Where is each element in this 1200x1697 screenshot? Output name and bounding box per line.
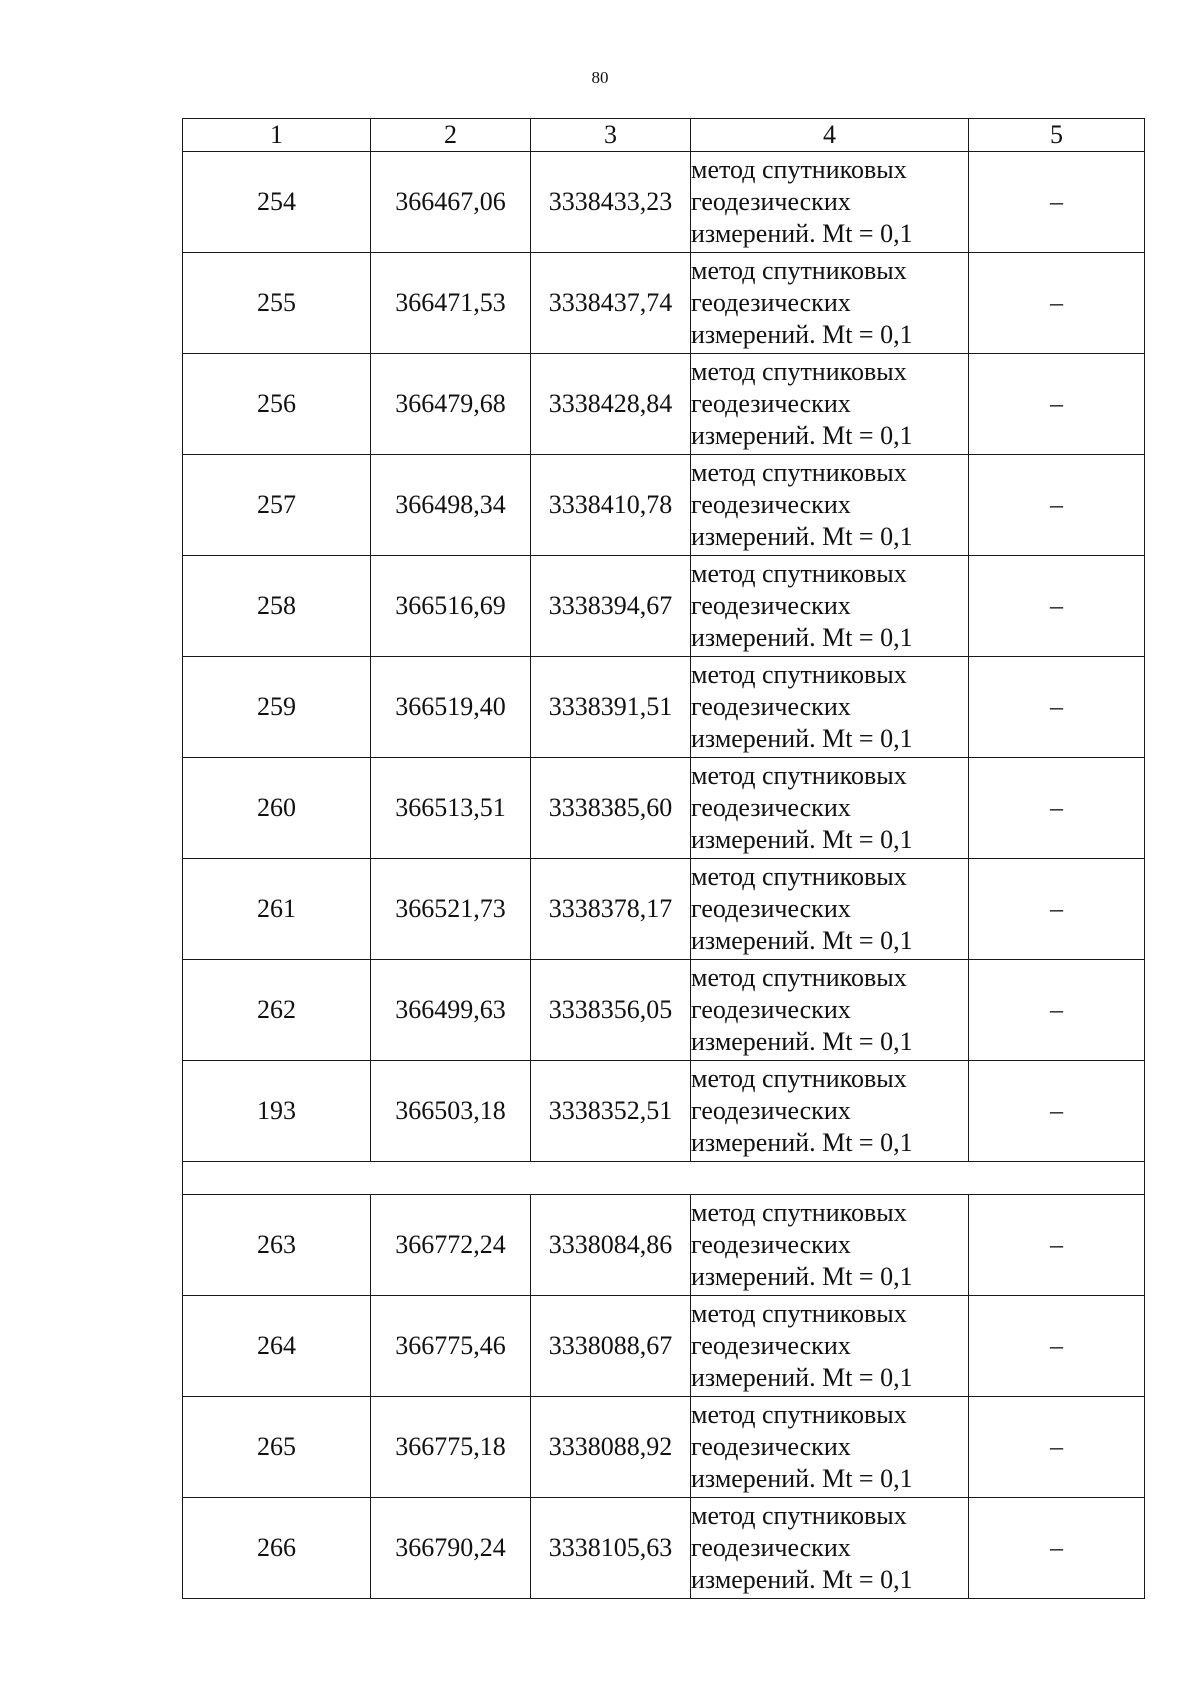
method-line: измерений. Mt = 0,1	[691, 623, 913, 652]
method-cell	[691, 253, 969, 354]
method-line: геодезических	[691, 288, 851, 317]
table-row	[183, 556, 1145, 657]
method-cell	[691, 960, 969, 1061]
method-line: метод спутниковых	[691, 1501, 907, 1530]
note-cell: –	[969, 152, 1145, 253]
method-cell	[691, 556, 969, 657]
method-line: метод спутниковых	[691, 256, 907, 285]
y-coordinate-cell: 3338410,78	[531, 455, 691, 556]
method-line: геодезических	[691, 490, 851, 519]
method-line: геодезических	[691, 591, 851, 620]
point-number-cell: 254	[183, 152, 371, 253]
table-body	[183, 119, 1145, 1599]
method-cell	[691, 1498, 969, 1599]
table-row	[183, 859, 1145, 960]
x-coordinate-cell: 366790,24	[371, 1498, 531, 1599]
note-cell: –	[969, 859, 1145, 960]
x-coordinate-cell: 366513,51	[371, 758, 531, 859]
method-line: геодезических	[691, 1096, 851, 1125]
point-number-cell: 262	[183, 960, 371, 1061]
table-row	[183, 1195, 1145, 1296]
method-line: измерений. Mt = 0,1	[691, 1363, 913, 1392]
x-coordinate-cell: 366516,69	[371, 556, 531, 657]
method-cell	[691, 758, 969, 859]
note-cell: –	[969, 1498, 1145, 1599]
method-line: геодезических	[691, 1432, 851, 1461]
method-cell	[691, 1397, 969, 1498]
method-cell	[691, 859, 969, 960]
column-header: 2	[371, 119, 531, 152]
method-line: метод спутниковых	[691, 660, 907, 689]
note-cell: –	[969, 1296, 1145, 1397]
method-line: метод спутниковых	[691, 1299, 907, 1328]
method-line: метод спутниковых	[691, 155, 907, 184]
method-line: метод спутниковых	[691, 963, 907, 992]
method-line: измерений. Mt = 0,1	[691, 522, 913, 551]
method-line: метод спутниковых	[691, 1400, 907, 1429]
method-line: геодезических	[691, 1533, 851, 1562]
method-line: измерений. Mt = 0,1	[691, 1464, 913, 1493]
point-number-cell: 259	[183, 657, 371, 758]
note-cell: –	[969, 657, 1145, 758]
point-number-cell: 261	[183, 859, 371, 960]
note-cell: –	[969, 253, 1145, 354]
method-line: геодезических	[691, 187, 851, 216]
point-number-cell: 266	[183, 1498, 371, 1599]
column-header: 5	[969, 119, 1145, 152]
x-coordinate-cell: 366503,18	[371, 1061, 531, 1162]
method-line: метод спутниковых	[691, 357, 907, 386]
table-row	[183, 1397, 1145, 1498]
note-cell: –	[969, 354, 1145, 455]
point-number-cell: 264	[183, 1296, 371, 1397]
method-line: геодезических	[691, 692, 851, 721]
note-cell: –	[969, 960, 1145, 1061]
column-header: 1	[183, 119, 371, 152]
y-coordinate-cell: 3338391,51	[531, 657, 691, 758]
method-cell	[691, 455, 969, 556]
method-line: измерений. Mt = 0,1	[691, 724, 913, 753]
note-cell: –	[969, 1397, 1145, 1498]
method-line: метод спутниковых	[691, 1198, 907, 1227]
x-coordinate-cell: 366498,34	[371, 455, 531, 556]
method-line: измерений. Mt = 0,1	[691, 825, 913, 854]
y-coordinate-cell: 3338352,51	[531, 1061, 691, 1162]
x-coordinate-cell: 366772,24	[371, 1195, 531, 1296]
method-line: геодезических	[691, 389, 851, 418]
point-number-cell: 263	[183, 1195, 371, 1296]
group-separator-row	[183, 1162, 1145, 1195]
table-row	[183, 1498, 1145, 1599]
method-line: измерений. Mt = 0,1	[691, 1565, 913, 1594]
y-coordinate-cell: 3338378,17	[531, 859, 691, 960]
note-cell: –	[969, 455, 1145, 556]
note-cell: –	[969, 1061, 1145, 1162]
note-cell: –	[969, 758, 1145, 859]
group-separator-cell	[183, 1162, 1145, 1195]
method-line: измерений. Mt = 0,1	[691, 421, 913, 450]
table-row	[183, 354, 1145, 455]
y-coordinate-cell: 3338433,23	[531, 152, 691, 253]
x-coordinate-cell: 366471,53	[371, 253, 531, 354]
method-line: метод спутниковых	[691, 761, 907, 790]
x-coordinate-cell: 366775,46	[371, 1296, 531, 1397]
point-number-cell: 257	[183, 455, 371, 556]
table-row	[183, 253, 1145, 354]
method-cell	[691, 354, 969, 455]
x-coordinate-cell: 366775,18	[371, 1397, 531, 1498]
coordinates-table	[182, 118, 1145, 1599]
table-row	[183, 1061, 1145, 1162]
method-line: измерений. Mt = 0,1	[691, 926, 913, 955]
x-coordinate-cell: 366467,06	[371, 152, 531, 253]
y-coordinate-cell: 3338084,86	[531, 1195, 691, 1296]
column-header: 4	[691, 119, 969, 152]
method-line: геодезических	[691, 995, 851, 1024]
method-line: геодезических	[691, 1230, 851, 1259]
table-row	[183, 1296, 1145, 1397]
x-coordinate-cell: 366479,68	[371, 354, 531, 455]
y-coordinate-cell: 3338088,92	[531, 1397, 691, 1498]
method-line: геодезических	[691, 793, 851, 822]
method-line: метод спутниковых	[691, 862, 907, 891]
method-line: метод спутниковых	[691, 1064, 907, 1093]
table-row	[183, 455, 1145, 556]
y-coordinate-cell: 3338385,60	[531, 758, 691, 859]
y-coordinate-cell: 3338394,67	[531, 556, 691, 657]
y-coordinate-cell: 3338437,74	[531, 253, 691, 354]
y-coordinate-cell: 3338428,84	[531, 354, 691, 455]
point-number-cell: 260	[183, 758, 371, 859]
method-cell	[691, 152, 969, 253]
method-line: геодезических	[691, 894, 851, 923]
method-line: измерений. Mt = 0,1	[691, 320, 913, 349]
y-coordinate-cell: 3338088,67	[531, 1296, 691, 1397]
method-line: геодезических	[691, 1331, 851, 1360]
x-coordinate-cell: 366519,40	[371, 657, 531, 758]
x-coordinate-cell: 366499,63	[371, 960, 531, 1061]
method-line: метод спутниковых	[691, 559, 907, 588]
method-line: измерений. Mt = 0,1	[691, 1027, 913, 1056]
table-row	[183, 657, 1145, 758]
table-row	[183, 960, 1145, 1061]
method-line: измерений. Mt = 0,1	[691, 219, 913, 248]
x-coordinate-cell: 366521,73	[371, 859, 531, 960]
point-number-cell: 255	[183, 253, 371, 354]
method-line: метод спутниковых	[691, 458, 907, 487]
point-number-cell: 193	[183, 1061, 371, 1162]
method-cell	[691, 1061, 969, 1162]
y-coordinate-cell: 3338105,63	[531, 1498, 691, 1599]
page-number: 80	[591, 68, 609, 87]
point-number-cell: 265	[183, 1397, 371, 1498]
table-row	[183, 758, 1145, 859]
point-number-cell: 258	[183, 556, 371, 657]
method-cell	[691, 1195, 969, 1296]
table-row	[183, 152, 1145, 253]
column-header: 3	[531, 119, 691, 152]
method-line: измерений. Mt = 0,1	[691, 1262, 913, 1291]
method-cell	[691, 657, 969, 758]
header-row	[183, 119, 1145, 152]
note-cell: –	[969, 1195, 1145, 1296]
note-cell: –	[969, 556, 1145, 657]
method-line: измерений. Mt = 0,1	[691, 1128, 913, 1157]
y-coordinate-cell: 3338356,05	[531, 960, 691, 1061]
point-number-cell: 256	[183, 354, 371, 455]
method-cell	[691, 1296, 969, 1397]
